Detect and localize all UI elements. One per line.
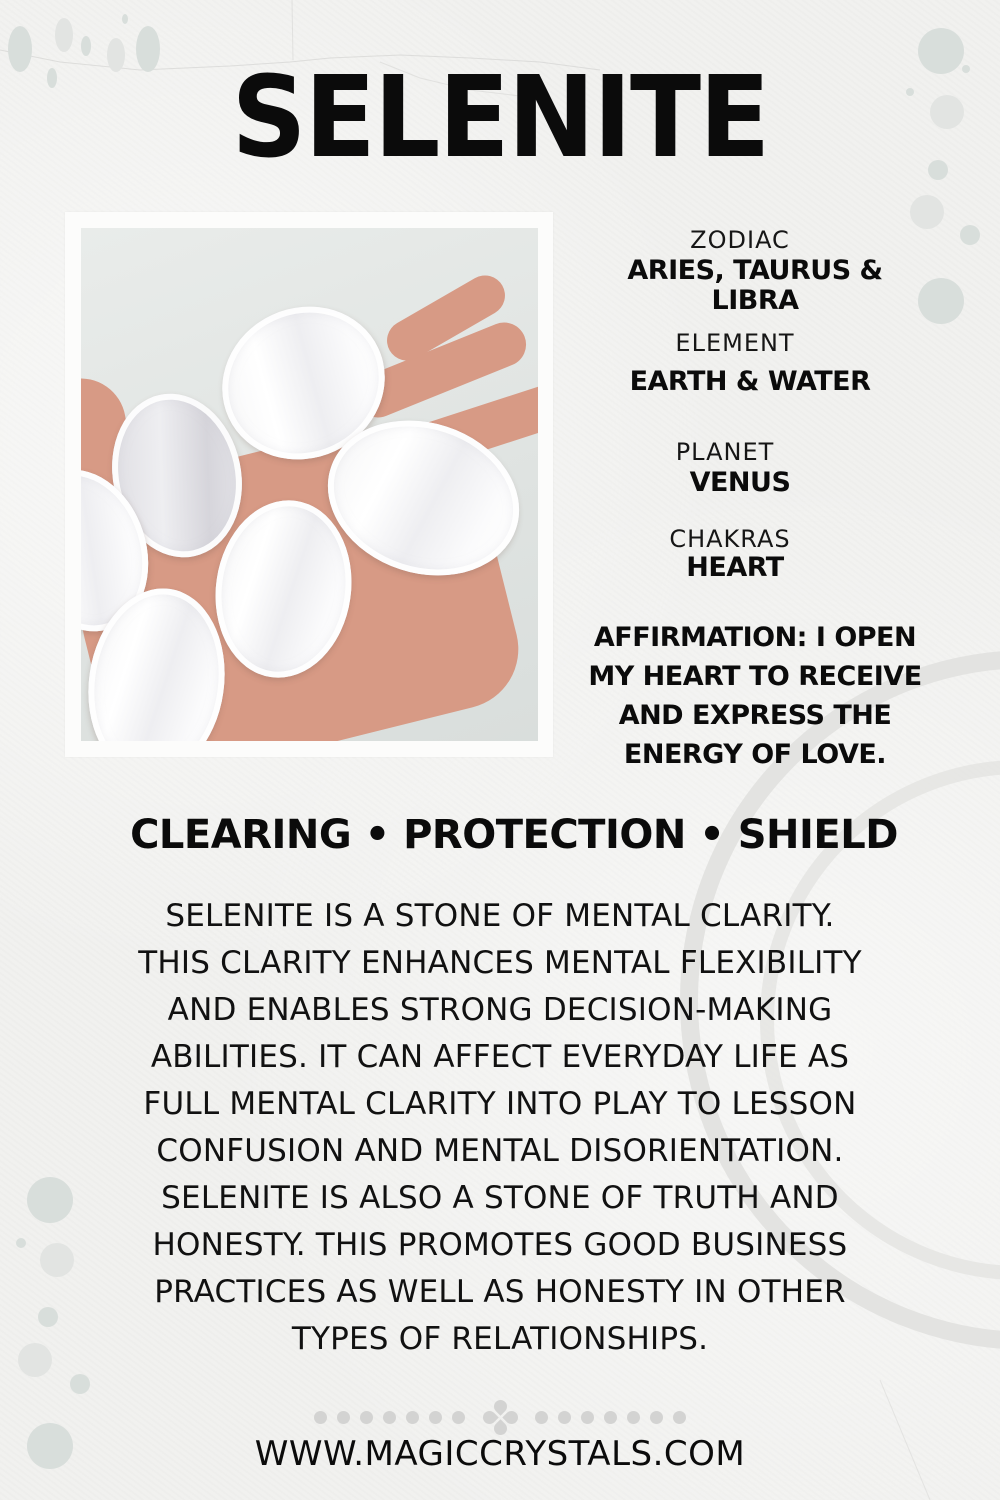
dotted-divider-with-clover-icon [0, 1404, 1000, 1430]
attribute-element [560, 331, 930, 397]
description-line: CONFUSION AND MENTAL DISORIENTATION. [156, 1133, 844, 1169]
attribute-label: PLANET [675, 438, 775, 466]
website-link[interactable]: WWW.MAGICCRYSTALS.COM [254, 1434, 746, 1474]
description-line: AND ENABLES STRONG DECISION-MAKING [167, 992, 833, 1028]
attribute-value: EARTH & WATER [629, 366, 871, 397]
description-line: FULL MENTAL CLARITY INTO PLAY TO LESSON [143, 1086, 857, 1122]
description [40, 893, 960, 1363]
description-line: TYPES OF RELATIONSHIPS. [291, 1321, 709, 1357]
affirmation [565, 618, 945, 774]
attribute-value: VENUS [689, 467, 791, 498]
affirmation-line: ENERGY OF LOVE. [623, 739, 887, 770]
attribute-label: ELEMENT [675, 329, 795, 357]
selenite-palm-stones-photo [81, 228, 538, 741]
attribute-label: CHAKRAS [669, 525, 791, 553]
description-line: HONESTY. THIS PROMOTES GOOD BUSINESS [152, 1227, 848, 1263]
attribute-label: ZODIAC [690, 226, 790, 254]
description-line: THIS CLARITY ENHANCES MENTAL FLEXIBILITY [138, 945, 862, 981]
attribute-value: HEART [686, 552, 784, 583]
photo-frame [65, 212, 553, 757]
affirmation-line: AFFIRMATION: I OPEN [593, 622, 917, 653]
properties-heading: CLEARING • PROTECTION • SHIELD [130, 812, 898, 858]
description-line: ABILITIES. IT CAN AFFECT EVERYDAY LIFE AS [150, 1039, 850, 1075]
attribute-chakras [560, 527, 930, 583]
affirmation-line: AND EXPRESS THE [618, 700, 892, 731]
attribute-value: ARIES, TAURUS & LIBRA [627, 255, 883, 316]
page-title: SELENITE [231, 53, 769, 183]
description-line: PRACTICES AS WELL AS HONESTY IN OTHER [154, 1274, 846, 1310]
description-line: SELENITE IS ALSO A STONE OF TRUTH AND [161, 1180, 839, 1216]
attribute-planet [560, 440, 930, 498]
description-line: SELENITE IS A STONE OF MENTAL CLARITY. [165, 898, 835, 934]
clover-icon [485, 1402, 515, 1432]
affirmation-line: MY HEART TO RECEIVE [588, 661, 922, 692]
attribute-zodiac [560, 228, 930, 315]
